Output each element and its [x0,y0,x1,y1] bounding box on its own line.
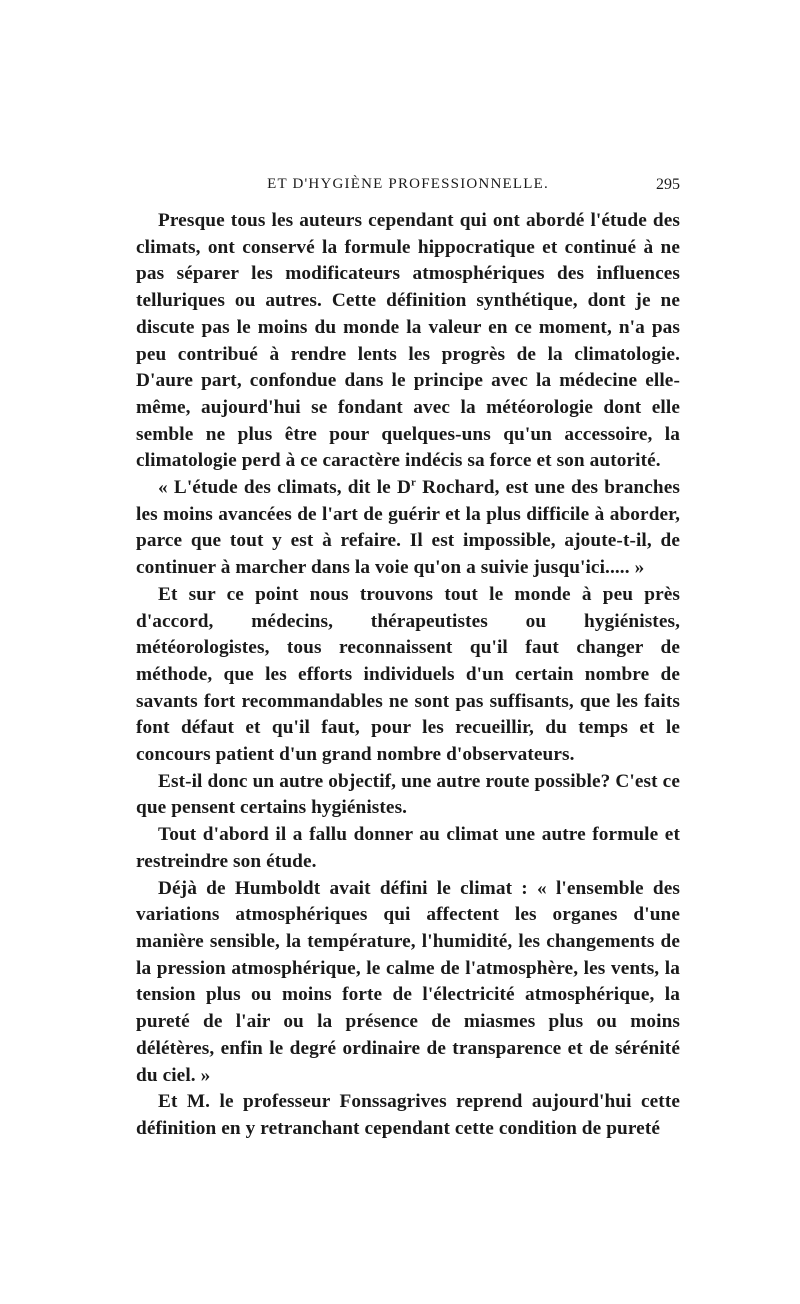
paragraph-text: Rochard, est une des branches les moins avancées de l'art de guérir et la plus difficile à aborder, parce que tout y est à refaire. Il est impossible, ajoute-t-il, de continuer à marcher dans la voie qu'on a suivie jusqu'ici..... » [136,477,680,579]
paragraph-text: « L'étude des climats, dit le D [158,477,411,499]
body-text [136,208,680,1143]
superscript: r [411,476,416,489]
paragraph: Déjà de Humboldt avait défini le climat : « l'ensemble des variations atmosphériques qui affectent les organes d'une manière sensible, la température, l'humidité, les changements de la pression atmosphérique, le calme de l'atmosphère, les vents, la tension plus ou moins forte de l'électricité atmosphérique, la pureté de l'air ou la présence de miasmes plus ou moins délétères, enfin le degré ordinaire de transparence et de sérénité du ciel. » [136,877,680,1086]
paragraph: Et sur ce point nous trouvons tout le monde à peu près d'accord, médecins, thérapeutistes ou hygiénistes, météorologistes, tous reconnaissent qu'il faut changer de méthode, que les efforts individuels d'un certain nombre de savants fort recommandables ne sont pas suffisants, que les faits font défaut et qu'il faut, pour les recueillir, du temps et le concours patient d'un grand nombre d'observateurs. [136,583,680,766]
running-title: ET D'HYGIÈNE PROFESSIONNELLE. [267,176,549,192]
paragraph [136,475,680,582]
paragraph: Est-il donc un autre objectif, une autre route possible? C'est ce que pensent certains hygiénistes. [136,770,680,819]
paragraph: Et M. le professeur Fonssagrives reprend aujourd'hui cette définition en y retranchant cependant cette condition de pureté [136,1091,680,1139]
page-number: 295 [656,176,680,193]
paragraph: Tout d'abord il a fallu donner au climat une autre formule et restreindre son étude. [136,824,680,872]
running-head [136,174,680,198]
paragraph: Presque tous les auteurs cependant qui ont abordé l'étude des climats, ont conservé la formule hippocratique et continué à ne pas séparer les modificateurs atmosphériques des influences telluriques ou autres. Cette définition synthétique, dont je ne discute pas le moins du monde la valeur en ce moment, n'a pas peu contribué à rendre lents les progrès de la climatologie. D'aure part, confondue dans le principe avec la médecine elle-même, aujourd'hui se fondant avec la météorologie dont elle semble ne plus être pour quelques-uns qu'un accessoire, la climatologie perd à ce caractère indécis sa force et son autorité. [136,210,680,472]
